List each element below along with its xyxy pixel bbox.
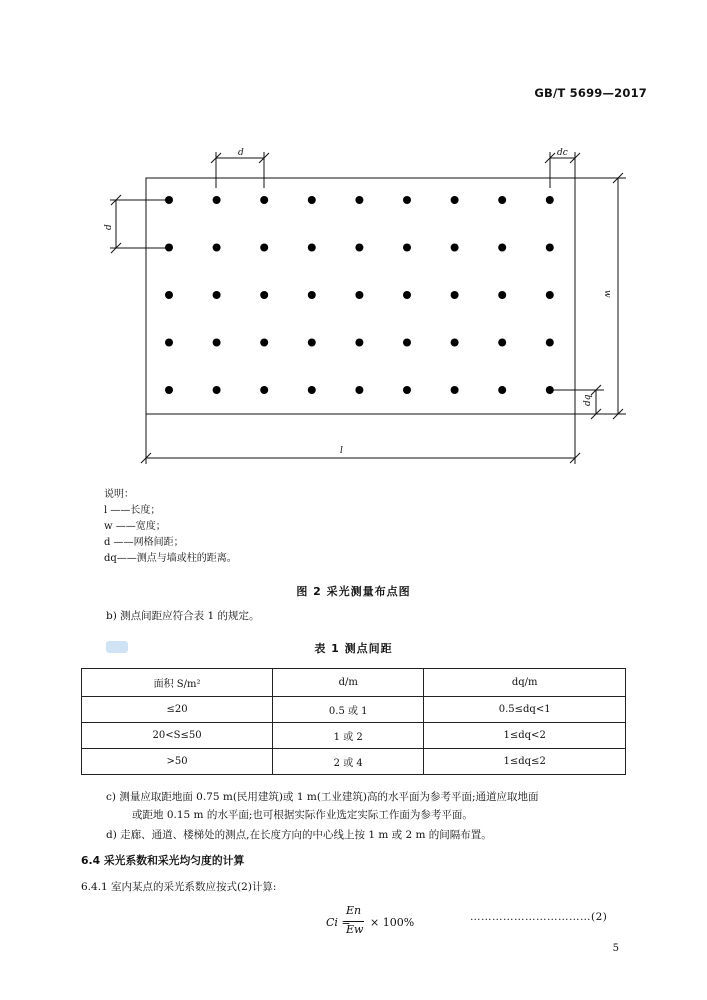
measurement-point <box>403 291 411 299</box>
measurement-point <box>213 196 221 204</box>
cell: >50 <box>82 749 273 775</box>
measurement-point <box>498 386 506 394</box>
equation-number: ……………………………(2) <box>470 911 608 923</box>
measurement-point <box>355 196 363 204</box>
measurement-point <box>213 386 221 394</box>
measurement-point <box>355 386 363 394</box>
measurement-point <box>451 244 459 252</box>
formula-numerator: En <box>346 904 362 917</box>
measurement-layout-diagram <box>0 140 707 470</box>
label-dq: dq <box>583 394 593 406</box>
label-w: w <box>602 290 612 298</box>
legend-title: 说明： <box>104 489 134 500</box>
table-caption: 表 1 测点间距 <box>314 642 393 655</box>
cell: 0.5≤dq<1 <box>424 697 626 723</box>
table-row <box>82 723 626 749</box>
standard-code: GB/T 5699—2017 <box>534 86 647 100</box>
measurement-point <box>308 339 316 347</box>
item-b: b) 测点间距应符合表 1 的规定。 <box>106 610 260 622</box>
item-c-line1: c) 测量应取距地面 0.75 m(民用建筑)或 1 m(工业建筑)高的水平面为参考平面;通道应取地面 <box>106 791 539 803</box>
cell: 1 或 2 <box>273 723 424 749</box>
measurement-point <box>403 196 411 204</box>
formula-lhs: Ci = <box>326 916 351 929</box>
measurement-point <box>308 196 316 204</box>
fraction-bar <box>344 921 364 922</box>
measurement-point <box>546 244 554 252</box>
cell: 0.5 或 1 <box>273 697 424 723</box>
cell: 20<S≤50 <box>82 723 273 749</box>
formula-rhs: × 100% <box>370 916 415 929</box>
measurement-point <box>546 291 554 299</box>
measurement-point <box>498 291 506 299</box>
measurement-point <box>498 339 506 347</box>
measurement-point <box>260 244 268 252</box>
cell: 1≤dq<2 <box>424 723 626 749</box>
measurement-point <box>165 386 173 394</box>
measurement-point <box>451 291 459 299</box>
section-6-4-1: 6.4.1 室内某点的采光系数应按式(2)计算: <box>81 881 277 893</box>
label-d-top: d <box>238 148 244 158</box>
measurement-point <box>451 386 459 394</box>
measurement-point <box>308 291 316 299</box>
measurement-point <box>213 339 221 347</box>
measurement-point <box>308 244 316 252</box>
measurement-point <box>403 339 411 347</box>
measurement-point <box>546 339 554 347</box>
table-row <box>82 749 626 775</box>
measurement-point <box>546 196 554 204</box>
table-row <box>82 697 626 723</box>
measurement-point <box>498 244 506 252</box>
label-d-left: d <box>104 224 114 230</box>
measurement-point <box>451 196 459 204</box>
legend-item-dq: dq——测点与墙或柱的距离。 <box>104 553 237 564</box>
measurement-point <box>165 244 173 252</box>
cell: 1≤dq≤2 <box>424 749 626 775</box>
header-dq: dq/m <box>424 669 626 697</box>
measurement-point <box>403 244 411 252</box>
item-c-line2: 或距地 0.15 m 的水平面;也可根据实际作业选定实际工作面为参考平面。 <box>132 809 473 821</box>
legend-item-w: w ——宽度； <box>104 521 166 532</box>
legend <box>104 487 237 567</box>
measurement-points <box>165 196 554 394</box>
cell: 2 或 4 <box>273 749 424 775</box>
measurement-point <box>213 244 221 252</box>
measurement-point <box>260 339 268 347</box>
item-d: d) 走廊、通道、楼梯处的测点,在长度方向的中心线上按 1 m 或 2 m 的间隔布置。 <box>106 829 492 841</box>
measurement-point <box>403 386 411 394</box>
legend-item-d: d ——网格间距； <box>104 537 184 548</box>
measurement-point <box>498 196 506 204</box>
spacing-table <box>81 668 626 775</box>
label-l: l <box>340 446 343 456</box>
measurement-point <box>165 339 173 347</box>
measurement-point <box>260 386 268 394</box>
measurement-point <box>355 244 363 252</box>
label-dc: dc <box>557 148 568 158</box>
measurement-point <box>308 386 316 394</box>
measurement-point <box>355 291 363 299</box>
page-number: 5 <box>612 943 619 954</box>
figure-caption: 图 2 采光测量布点图 <box>296 585 411 598</box>
formula-denominator: Ew <box>346 923 364 936</box>
section-6-4-heading: 6.4 采光系数和采光均匀度的计算 <box>81 854 245 867</box>
legend-item-l: l ——长度； <box>104 505 161 516</box>
cell: ≤20 <box>82 697 273 723</box>
table-header-row <box>82 669 626 697</box>
measurement-point <box>355 339 363 347</box>
measurement-point <box>546 386 554 394</box>
measurement-point <box>260 291 268 299</box>
header-d: d/m <box>273 669 424 697</box>
measurement-point <box>213 291 221 299</box>
measurement-point <box>451 339 459 347</box>
measurement-point <box>165 291 173 299</box>
header-area: 面积 S/m² <box>82 669 273 697</box>
measurement-point <box>165 196 173 204</box>
measurement-point <box>260 196 268 204</box>
